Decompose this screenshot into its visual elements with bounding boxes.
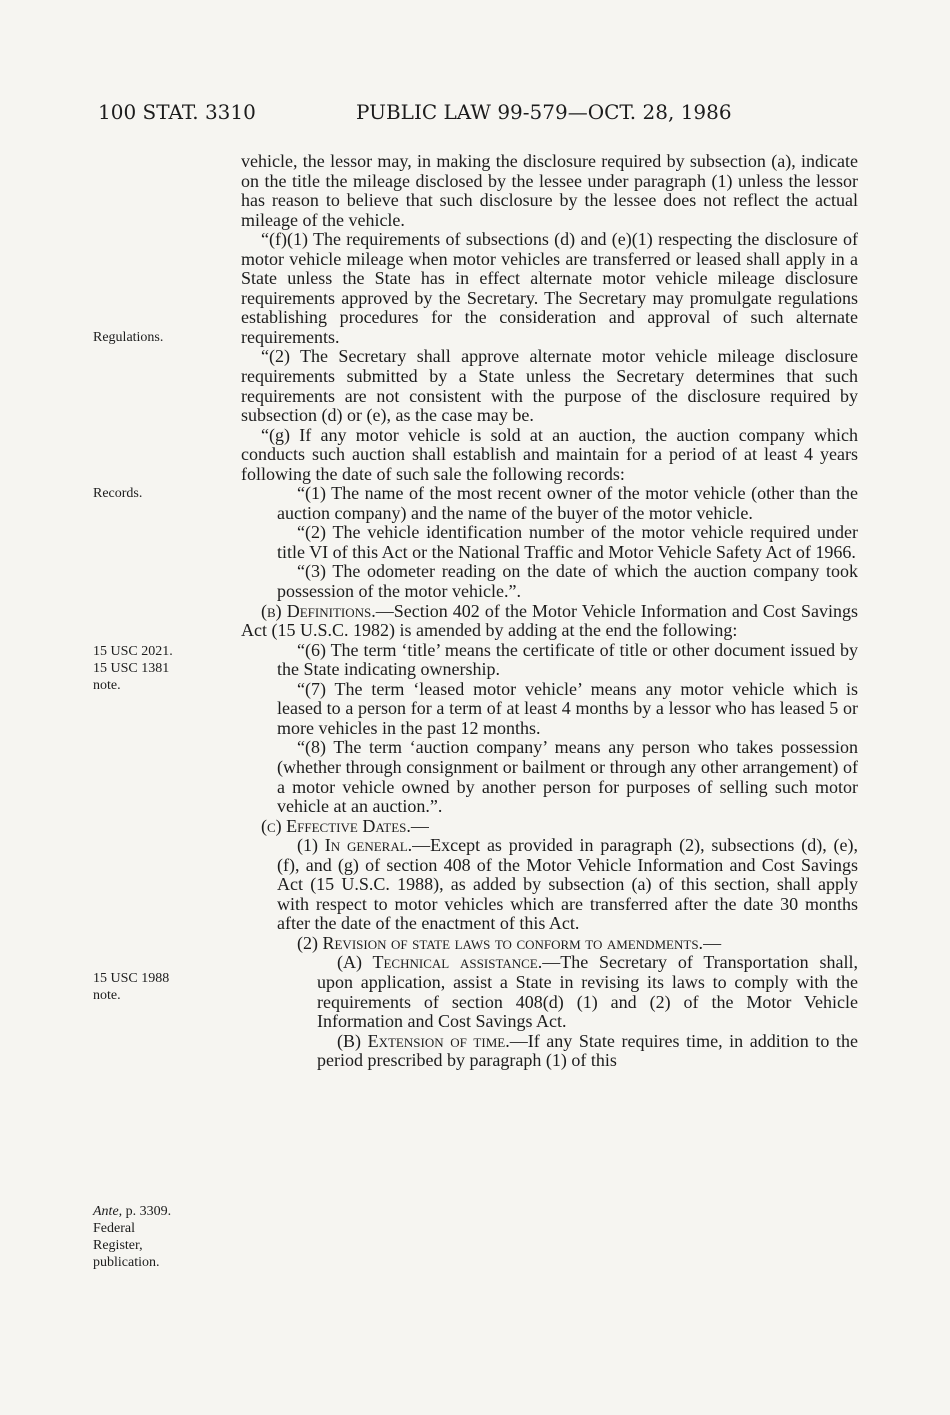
margin-note-line: 15 USC 1381 [93,661,170,676]
section-heading: (b) Definitions. [261,600,376,621]
margin-note-line: note. [93,988,121,1003]
margin-note-usc-2021 [93,643,223,694]
section-text: —Section 402 of the Motor Vehicle Information and Cost Savings Act (15 U.S.C. 1982) is amended by adding at the end the following: [241,600,859,641]
paragraph: “(1) The name of the most recent owner of the motor vehicle (other than the auction company) and the name of the buyer of the motor vehicle. [277,483,858,523]
paragraph: “(6) The term ‘title’ means the certificate of title or other document issued by the State indicating ownership. [277,639,858,680]
paragraph: vehicle, the lessor may, in making the disclosure required by subsection (a), indicate on the title the mileage disclosed by the lessee under paragraph (1) unless the lessor has reason to believe that such disclosure by the lessee does not reflect the actual mileage of the vehicle. [241,151,858,230]
margin-note-line: Federal [93,1221,135,1236]
margin-note-line [93,1203,223,1220]
margin-note-line: publication. [93,1255,160,1270]
margin-note-line: note. [93,678,121,693]
paragraph: “(2) The Secretary shall approve alternate motor vehicle mileage disclosure requirements submitted by a State unless the Secretary determines that such requirements are not consistent with the purpose of the disclosure required by subsection (d) or (e), as the case may be. [241,346,858,426]
paragraph [241,836,858,934]
paragraph: “(7) The term ‘leased motor vehicle’ means any motor vehicle which is leased to a person for a term of at least 4 months by a lessor who has leased 5 or more vehicles in the past 12 months. [277,678,858,738]
section-heading: (A) Technical assistance. [337,952,543,973]
margin-note-line: 15 USC 1988 [93,971,170,986]
section-heading: (B) Extension of time. [337,1030,510,1051]
section-text: —If any State requires time, in addition to the period prescribed by paragraph (1) of this [317,1030,858,1071]
paragraph [241,934,858,954]
ante-page: p. 3309. [122,1204,172,1219]
ante-italic: Ante, [93,1204,123,1219]
section-dash: — [410,815,429,836]
margin-note-usc-1988 [93,970,223,1004]
section-text: —The Secretary of Transportation shall, upon application, assist a State in revising its laws to comply with the requirements of section 408(d) (1) and (2) of the Motor Vehicle Information and Cost Savings Act. [317,952,858,1032]
paragraph: “(f)(1) The requirements of subsections (d) and (e)(1) respecting the disclosure of motor vehicle mileage when motor vehicles are transferred or leased shall apply in a State unless the State has in effect alternate motor vehicle mileage disclosure requirements approved by the Secretary. The Secretary may promulgate regulations establishing procedures for the consideration and approval of such alternate requirements. [241,229,858,347]
paragraph [241,1032,858,1071]
page-number: 100 STAT. 3310 [98,100,256,124]
margin-note-line: Register, [93,1238,143,1253]
margin-note-ante [93,1203,223,1271]
section-text: —Except as provided in paragraph (2), subsections (d), (e), (f), and (g) of section 408 of the Motor Vehicle Information and Cost Savings Act (15 U.S.C. 1988), as added by subsection (a) of this section, shall apply with respect to motor vehicles which are transferred after the date 30 months after the date of the enactment of this Act. [277,835,859,934]
section-heading: (1) In general. [297,835,413,856]
statute-text [241,152,858,1071]
paragraph [241,602,858,641]
paragraph: “(8) The term ‘auction company’ means any person who takes possession (whether through consignment or bailment or through any other arrangement) of a motor vehicle owned by another person for purposes of selling such motor vehicle at an auction.”. [277,737,858,817]
paragraph: “(g) If any motor vehicle is sold at an auction, the auction company which conducts such auction shall establish and maintain for a period of at least 4 years following the date of such sale the following records: [241,424,858,484]
section-heading: (c) Effective Dates. [261,815,411,836]
paragraph [241,953,858,1031]
running-title: PUBLIC LAW 99-579—OCT. 28, 1986 [356,100,732,124]
margin-note-records: Records. [93,486,143,501]
paragraph [241,817,858,837]
margin-note-line: 15 USC 2021. [93,644,173,659]
page-header [98,100,838,130]
section-dash: — [703,932,722,953]
margin-note-regulations: Regulations. [93,330,164,345]
paragraph: “(3) The odometer reading on the date of which the auction company took possession of the motor vehicle.”. [277,561,858,602]
section-heading: (2) Revision of state laws to conform to amendments. [297,932,704,953]
paragraph: “(2) The vehicle identification number of the motor vehicle required under title VI of this Act or the National Traffic and Motor Vehicle Safety Act of 1966. [277,522,858,562]
